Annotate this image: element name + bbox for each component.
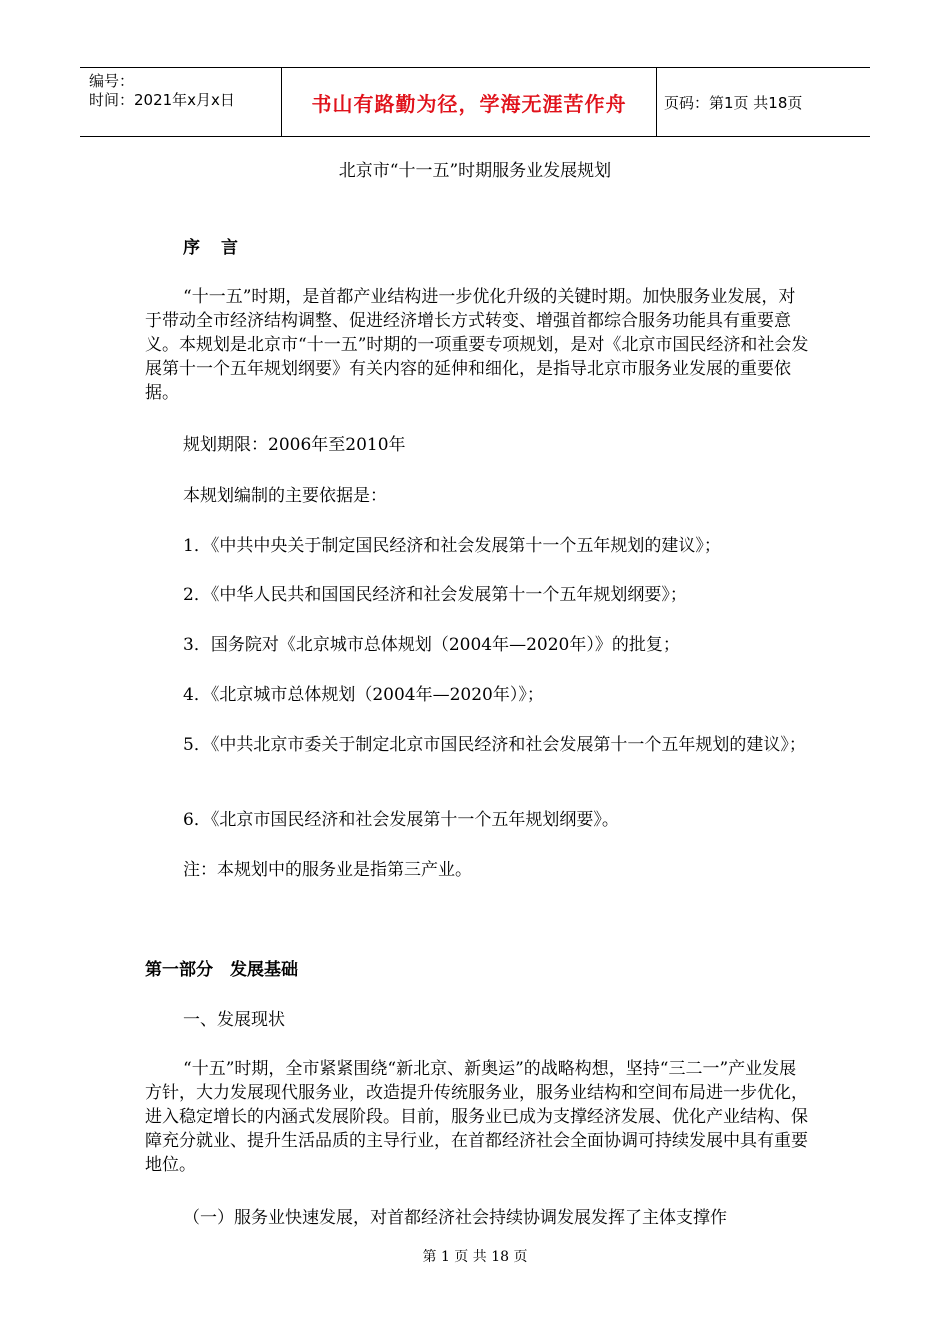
planning-period: 规划期限：2006年至2010年 xyxy=(183,435,406,455)
preface-paragraph: “十一五”时期，是首都产业结构进一步优化升级的关键时期。加快服务业发展，对于带动全市经济结构调整、促进经济增长方式转变、增强首都综合服务功能具有重要意义。本规划是北京市“十一五”时期的一项重要专项规划，是对《北京市国民经济和社会发展第十一个五年规划纲要》有关内容的延伸和细化，是指导北京市服务业发展的重要依据。 xyxy=(145,287,809,403)
basis-item-3: 3．国务院对《北京城市总体规划（2004年—2020年）》的批复； xyxy=(183,635,680,655)
document-title: 北京市“十一五”时期服务业发展规划 xyxy=(338,161,612,181)
basis-item-6: 6．《北京市国民经济和社会发展第十一个五年规划纲要》。 xyxy=(183,810,619,830)
document-number-label: 编号： xyxy=(89,72,135,90)
page-footer: 第 1 页 共 18 页 xyxy=(422,1249,528,1265)
document-date-label: 时间：2021年x月x日 xyxy=(89,91,235,109)
page-header xyxy=(80,67,870,137)
preface-heading: 序 言 xyxy=(183,238,240,258)
header-motto-cell xyxy=(282,68,657,136)
header-page-code: 页码：第1页 共18页 xyxy=(664,93,803,112)
basis-item-1: 1．《中共中央关于制定国民经济和社会发展第十一个五年规划的建议》； xyxy=(183,536,721,556)
basis-item-2: 2．《中华人民共和国国民经济和社会发展第十一个五年规划纲要》； xyxy=(183,585,687,605)
header-motto: 书山有路勤为径，学海无涯苦作舟 xyxy=(311,91,627,116)
header-info-cell xyxy=(80,68,282,136)
header-page-cell xyxy=(657,68,870,136)
basis-intro: 本规划编制的主要依据是： xyxy=(183,486,387,506)
section-one-heading: 一、发展现状 xyxy=(183,1010,285,1030)
basis-item-4: 4．《北京城市总体规划（2004年—2020年）》； xyxy=(183,685,544,705)
scope-note: 注：本规划中的服务业是指第三产业。 xyxy=(183,860,472,880)
basis-item-5: 5．《中共北京市委关于制定北京市国民经济和社会发展第十一个五年规划的建议》； xyxy=(183,735,806,755)
part-one-heading: 第一部分 发展基础 xyxy=(145,960,298,980)
section-one-paragraph: “十五”时期，全市紧紧围绕“新北京、新奥运”的战略构想，坚持“三二一”产业发展方针，大力发展现代服务业，改造提升传统服务业，服务业结构和空间布局进一步优化，进入稳定增长的内涵式发展阶段。目前，服务业已成为支撑经济发展、优化产业结构、保障充分就业、提升生活品质的主导行业，在首都经济社会全面协调可持续发展中具有重要地位。 xyxy=(145,1059,808,1175)
subsection-one-start: （一）服务业快速发展，对首都经济社会持续协调发展发挥了主体支撑作 xyxy=(183,1208,727,1228)
